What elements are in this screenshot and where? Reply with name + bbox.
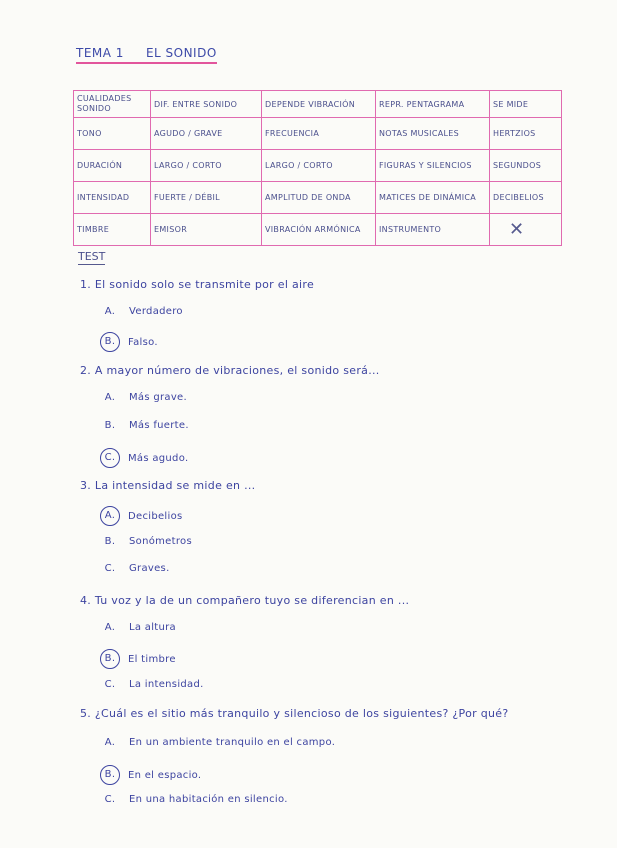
selected-answer-circle: B. [100, 332, 120, 352]
option-text: Más agudo. [128, 452, 189, 464]
option-text: Graves. [129, 563, 170, 574]
cross-mark-icon: ✕ [509, 219, 525, 240]
table-header-cell: SE MIDE [490, 91, 562, 118]
selected-answer-circle: B. [100, 765, 120, 785]
table-cell: VIBRACIÓN ARMÓNICA [262, 214, 376, 246]
option-letter: A. [104, 306, 116, 317]
question-1: 1. El sonido solo se transmite por el aire [80, 278, 315, 291]
question-5-option-c [103, 794, 288, 805]
selected-answer-circle: C. [100, 448, 120, 468]
question-5: 5. ¿Cuál es el sitio más tranquilo y silencioso de los siguientes? ¿Por qué? [80, 707, 509, 720]
option-text: El timbre [128, 653, 176, 665]
table-cell: FUERTE / DÉBIL [151, 182, 262, 214]
sound-qualities-table [73, 90, 562, 246]
option-text: La altura [129, 622, 176, 633]
option-letter: B. [104, 536, 116, 547]
table-cell: EMISOR [151, 214, 262, 246]
question-2: 2. A mayor número de vibraciones, el sonido será... [80, 364, 380, 377]
table-cell: AMPLITUD DE ONDA [262, 182, 376, 214]
table-cell: TONO [74, 118, 151, 150]
question-4-option-a [103, 622, 176, 633]
question-5-option-b [103, 765, 201, 785]
table-cell: INSTRUMENTO [376, 214, 490, 246]
table-header-cell: DEPENDE VIBRACIÓN [262, 91, 376, 118]
selected-answer-circle: B. [100, 649, 120, 669]
option-letter: C. [104, 563, 116, 574]
option-text: Decibelios [128, 510, 183, 522]
question-1-option-b [103, 332, 158, 352]
table-cell: LARGO / CORTO [151, 150, 262, 182]
table-cell: FIGURAS Y SILENCIOS [376, 150, 490, 182]
table-cell: FRECUENCIA [262, 118, 376, 150]
table-cell: AGUDO / GRAVE [151, 118, 262, 150]
table-header-cell: REPR. PENTAGRAMA [376, 91, 490, 118]
option-text: Más fuerte. [129, 420, 189, 431]
table-cell: DURACIÓN [74, 150, 151, 182]
table-row [74, 150, 562, 182]
test-heading-text: TEST [78, 250, 106, 263]
option-text: Más grave. [129, 392, 187, 403]
option-letter: A. [104, 622, 116, 633]
question-3: 3. La intensidad se mide en ... [80, 479, 256, 492]
tema-name: EL SONIDO [145, 46, 217, 60]
selected-answer-circle: A. [100, 506, 120, 526]
table-header-row [74, 91, 562, 118]
option-text: En un ambiente tranquilo en el campo. [129, 737, 336, 748]
question-2-option-a [103, 392, 187, 403]
option-letter: A. [104, 392, 116, 403]
table-row [74, 214, 562, 246]
table-cell: HERTZIOS [490, 118, 562, 150]
table-cell: DECIBELIOS [490, 182, 562, 214]
question-3-option-c [103, 563, 170, 574]
table-cell: LARGO / CORTO [262, 150, 376, 182]
option-text: Sonómetros [129, 536, 192, 547]
tema-number: TEMA 1 [76, 46, 124, 60]
table-cell [490, 214, 562, 246]
table-cell: SEGUNDOS [490, 150, 562, 182]
table-cell: TIMBRE [74, 214, 151, 246]
question-4: 4. Tu voz y la de un compañero tuyo se diferencian en ... [80, 594, 410, 607]
table-header-cell: DIF. ENTRE SONIDO [151, 91, 262, 118]
table-cell: MATICES DE DINÁMICA [376, 182, 490, 214]
question-2-option-b [103, 420, 189, 431]
table-row [74, 118, 562, 150]
option-letter: A. [104, 737, 116, 748]
question-3-option-b [103, 536, 192, 547]
test-heading [78, 250, 105, 265]
option-letter: C. [104, 679, 116, 690]
table-cell: INTENSIDAD [74, 182, 151, 214]
option-letter: C. [104, 794, 116, 805]
table-cell: NOTAS MUSICALES [376, 118, 490, 150]
option-text: En el espacio. [128, 769, 202, 781]
option-text: En una habitación en silencio. [129, 794, 288, 805]
option-text: Falso. [128, 336, 158, 348]
title-underline [76, 62, 217, 64]
option-text: La intensidad. [129, 679, 204, 690]
page-title [76, 46, 217, 60]
question-2-option-c [103, 448, 188, 468]
question-5-option-a [103, 737, 335, 748]
question-4-option-b [103, 649, 176, 669]
question-4-option-c [103, 679, 204, 690]
table-header-cell: CUALIDADES SONIDO [74, 91, 151, 118]
option-text: Verdadero [129, 306, 183, 317]
question-1-option-a [103, 306, 183, 317]
question-3-option-a [103, 506, 183, 526]
table-row [74, 182, 562, 214]
option-letter: B. [104, 420, 116, 431]
test-heading-underline [78, 264, 105, 265]
